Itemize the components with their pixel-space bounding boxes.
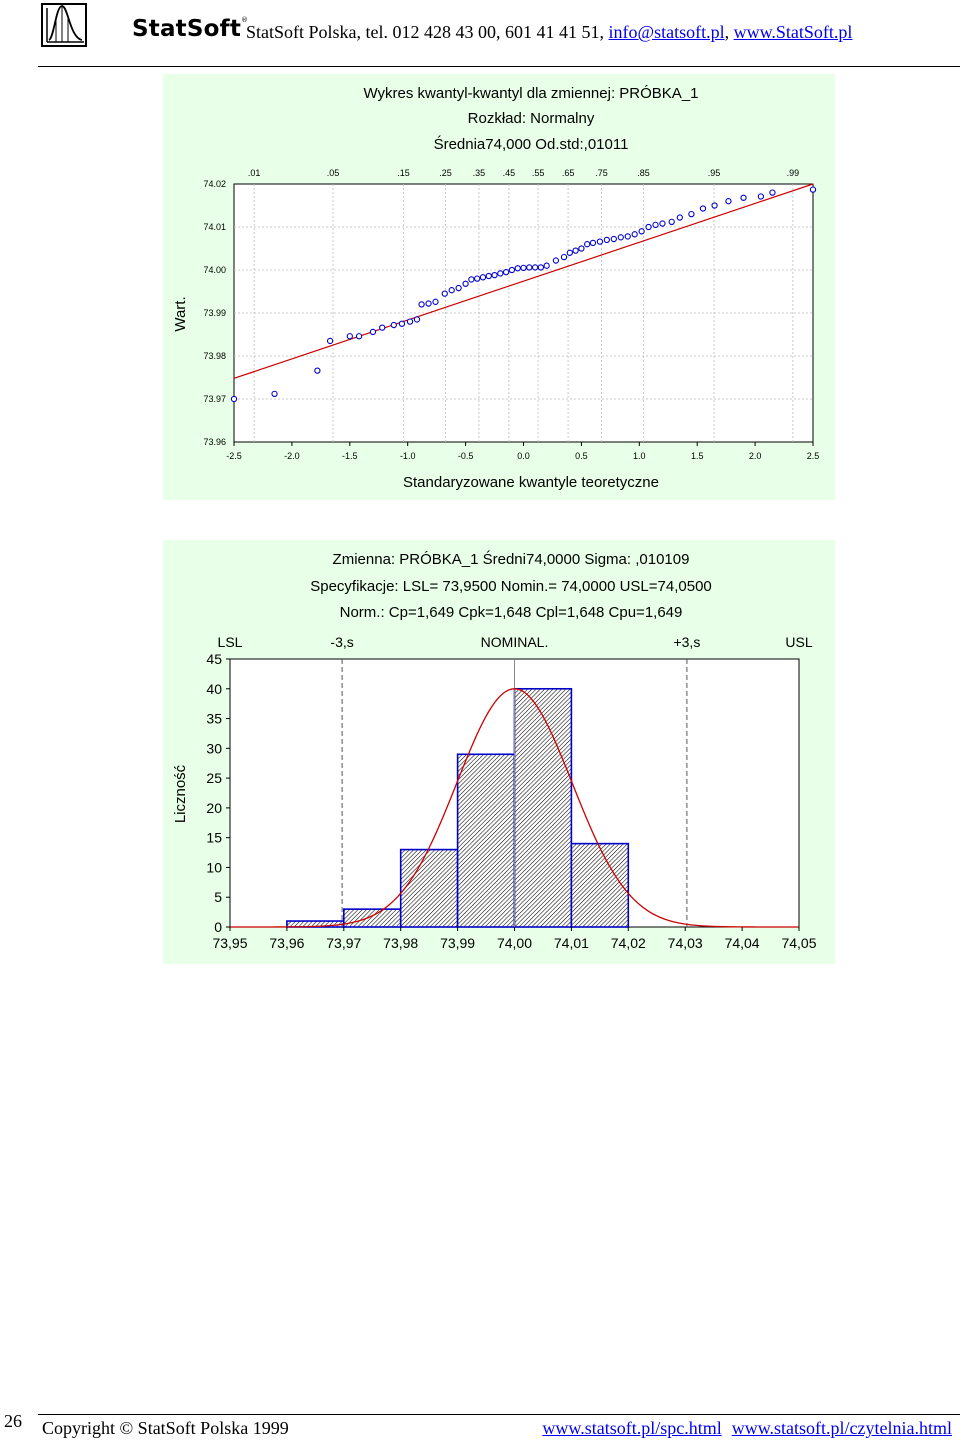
qq-x-tick-label: 1.5 — [690, 451, 704, 461]
qq-data-point — [504, 270, 509, 275]
qq-data-point — [677, 215, 682, 220]
qq-x-tick-label: 0.0 — [517, 451, 530, 461]
qq-data-point — [553, 258, 558, 263]
qq-subtitle-stats: Średnia74,000 Od.std:,01011 — [433, 136, 629, 153]
hist-y-tick-label: 45 — [206, 651, 222, 667]
qq-top-tick-label: .05 — [326, 168, 340, 178]
qq-y-tick-label: 74.00 — [203, 265, 226, 275]
qq-top-tick-label: .65 — [561, 168, 575, 178]
qq-data-point — [463, 281, 468, 286]
qq-data-point — [370, 329, 375, 334]
qq-data-point — [315, 368, 320, 373]
qq-y-tick-label: 73.98 — [203, 351, 226, 361]
qq-data-point — [689, 212, 694, 217]
qq-data-point — [639, 229, 644, 234]
qq-top-tick-label: .01 — [247, 168, 261, 178]
qq-top-tick-label: .95 — [707, 168, 721, 178]
qq-data-point — [399, 321, 404, 326]
qq-data-point — [442, 291, 447, 296]
histogram-bar — [515, 689, 572, 927]
hist-y-tick-label: 15 — [206, 829, 222, 846]
histogram-bar — [571, 844, 628, 927]
qq-data-point — [380, 325, 385, 330]
reference-line-label: USL — [785, 634, 813, 650]
qq-top-tick-label: .75 — [595, 168, 608, 178]
qq-top-tick-label: .45 — [502, 168, 516, 178]
qq-data-point — [741, 195, 746, 200]
qq-x-tick-label: 2.0 — [748, 451, 762, 461]
email-link[interactable]: info@statsoft.pl — [608, 22, 725, 42]
footer-links — [542, 1418, 952, 1439]
qq-top-tick-label: .25 — [439, 168, 452, 178]
qq-data-point — [426, 301, 431, 306]
qq-data-point — [498, 271, 503, 276]
qq-data-point — [231, 396, 236, 401]
qq-ylabel: Wart. — [172, 296, 189, 332]
qq-y-tick-label: 73.96 — [203, 437, 226, 447]
qq-data-point — [625, 234, 630, 239]
qq-top-tick-label: .85 — [637, 168, 650, 178]
qq-data-point — [527, 265, 532, 270]
qq-data-point — [509, 267, 514, 272]
qq-data-point — [515, 266, 520, 271]
company-info: StatSoft Polska, tel. 012 428 43 00, 601 41 41 51, — [246, 22, 605, 42]
spc-link[interactable]: www.statsoft.pl/spc.html — [542, 1418, 722, 1438]
qq-y-tick-label: 74.02 — [203, 179, 226, 189]
qq-data-point — [611, 236, 616, 241]
qq-data-point — [469, 277, 474, 282]
qq-data-point — [347, 334, 352, 339]
qq-x-tick-label: 1.0 — [633, 451, 646, 461]
hist-y-tick-label: 35 — [206, 710, 222, 727]
hist-x-tick-label: 74,03 — [667, 935, 703, 951]
hist-y-tick-label: 25 — [206, 770, 222, 787]
hist-y-tick-label: 5 — [214, 889, 222, 906]
hist-x-tick-label: 74,04 — [724, 935, 760, 951]
qq-y-tick-label: 73.99 — [203, 308, 226, 318]
header-contact: StatSoft Polska, tel. 012 428 43 00, 601 41 41 51, info@statsoft.pl, www.StatSoft.pl — [246, 22, 853, 42]
histogram-bar — [401, 850, 458, 927]
qq-data-point — [597, 239, 602, 244]
hist-specifications: Specyfikacje: LSL= 73,9500 Nomin.= 74,0000 USL=74,0500 — [310, 578, 712, 595]
qq-x-tick-label: -2.0 — [284, 451, 300, 461]
hist-x-tick-label: 73,97 — [326, 935, 362, 951]
hist-x-tick-label: 73,96 — [269, 935, 305, 951]
histogram-bar — [344, 909, 401, 927]
hist-y-tick-label: 20 — [206, 799, 222, 816]
hist-capability-indices: Norm.: Cp=1,649 Cpk=1,648 Cpl=1,648 Cpu=1,649 — [339, 604, 683, 621]
qq-data-point — [653, 222, 658, 227]
qq-data-point — [660, 221, 665, 226]
qq-data-point — [433, 299, 438, 304]
logo-text: StatSoft® — [132, 16, 249, 42]
hist-y-tick-label: 40 — [206, 680, 222, 697]
qq-data-point — [632, 232, 637, 237]
footer-divider — [38, 1414, 960, 1415]
qq-data-point — [486, 273, 491, 278]
qq-data-point — [758, 194, 763, 199]
qq-subtitle-distribution: Rozkład: Normalny — [467, 110, 595, 127]
qq-y-tick-label: 73.97 — [203, 394, 226, 404]
qq-x-tick-label: -0.5 — [457, 451, 474, 461]
qq-top-tick-label: .55 — [531, 168, 545, 178]
qq-data-point — [770, 190, 775, 195]
qq-data-point — [573, 248, 578, 253]
qq-x-tick-label: 2.5 — [806, 451, 820, 461]
hist-x-tick-label: 74,00 — [496, 935, 533, 951]
qq-data-point — [604, 237, 609, 242]
qq-data-point — [810, 187, 815, 192]
qq-y-tick-label: 74.01 — [203, 222, 226, 232]
hist-x-tick-label: 73,99 — [440, 935, 476, 951]
qq-data-point — [414, 317, 419, 322]
qq-x-tick-label: -2.5 — [226, 451, 242, 461]
histogram-panel — [163, 540, 835, 964]
capability-histogram — [163, 540, 835, 964]
qq-data-point — [726, 199, 731, 204]
qq-data-point — [579, 246, 584, 251]
qq-data-point — [449, 288, 454, 293]
reading-room-link[interactable]: www.statsoft.pl/czytelnia.html — [731, 1418, 952, 1438]
copyright-text: Copyright © StatSoft Polska 1999 — [42, 1418, 289, 1438]
hist-x-tick-label: 74,05 — [781, 935, 817, 951]
reference-line-label: +3,s — [673, 634, 701, 650]
qq-data-point — [492, 273, 497, 278]
hist-x-tick-label: 73,95 — [212, 935, 248, 951]
qq-data-point — [419, 302, 424, 307]
qq-data-point — [480, 275, 485, 280]
qq-data-point — [646, 224, 651, 229]
qq-data-point — [669, 219, 674, 224]
qq-plot — [163, 74, 835, 500]
qq-data-point — [700, 206, 705, 211]
qq-data-point — [391, 322, 396, 327]
qq-data-point — [328, 338, 333, 343]
qq-data-point — [561, 255, 566, 260]
qq-data-point — [590, 240, 595, 245]
qq-x-tick-label: 0.5 — [575, 451, 588, 461]
qq-data-point — [272, 391, 277, 396]
qq-plot-panel — [163, 74, 835, 500]
qq-top-tick-label: .15 — [397, 168, 410, 178]
qq-data-point — [585, 242, 590, 247]
histogram-bar — [458, 754, 515, 927]
qq-xlabel: Standaryzowane kwantyle teoretyczne — [403, 474, 659, 491]
qq-data-point — [456, 285, 461, 290]
qq-data-point — [407, 319, 412, 324]
reference-line-label: LSL — [217, 634, 243, 650]
reference-line-label: -3,s — [330, 634, 354, 650]
qq-data-point — [532, 265, 537, 270]
qq-data-point — [475, 276, 480, 281]
header-divider — [38, 66, 960, 67]
statsoft-logo — [40, 2, 249, 48]
hist-x-tick-label: 74,02 — [610, 935, 646, 951]
qq-data-point — [356, 334, 361, 339]
qq-data-point — [538, 265, 543, 270]
qq-data-point — [618, 235, 623, 240]
qq-data-point — [712, 203, 717, 208]
reference-line-label: NOMINAL. — [480, 634, 549, 650]
website-link[interactable]: www.StatSoft.pl — [733, 22, 853, 42]
hist-title: Zmienna: PRÓBKA_1 Średni74,0000 Sigma: ,010109 — [332, 551, 690, 568]
hist-y-tick-label: 30 — [206, 740, 222, 757]
qq-x-tick-label: -1.5 — [342, 451, 358, 461]
qq-data-point — [567, 250, 572, 255]
hist-ylabel: Liczność — [172, 764, 189, 824]
qq-data-point — [521, 265, 526, 270]
hist-x-tick-label: 73,98 — [383, 935, 419, 951]
qq-title: Wykres kwantyl-kwantyl dla zmiennej: PRÓBKA_1 — [363, 85, 699, 102]
qq-x-tick-label: -1.0 — [399, 451, 416, 461]
qq-top-tick-label: .99 — [786, 168, 800, 178]
qq-top-tick-label: .35 — [472, 168, 486, 178]
hist-y-tick-label: 0 — [214, 919, 222, 935]
hist-x-tick-label: 74,01 — [553, 935, 589, 951]
hist-y-tick-label: 10 — [206, 859, 222, 876]
qq-data-point — [544, 263, 549, 268]
page-number: 26 — [4, 1411, 22, 1431]
